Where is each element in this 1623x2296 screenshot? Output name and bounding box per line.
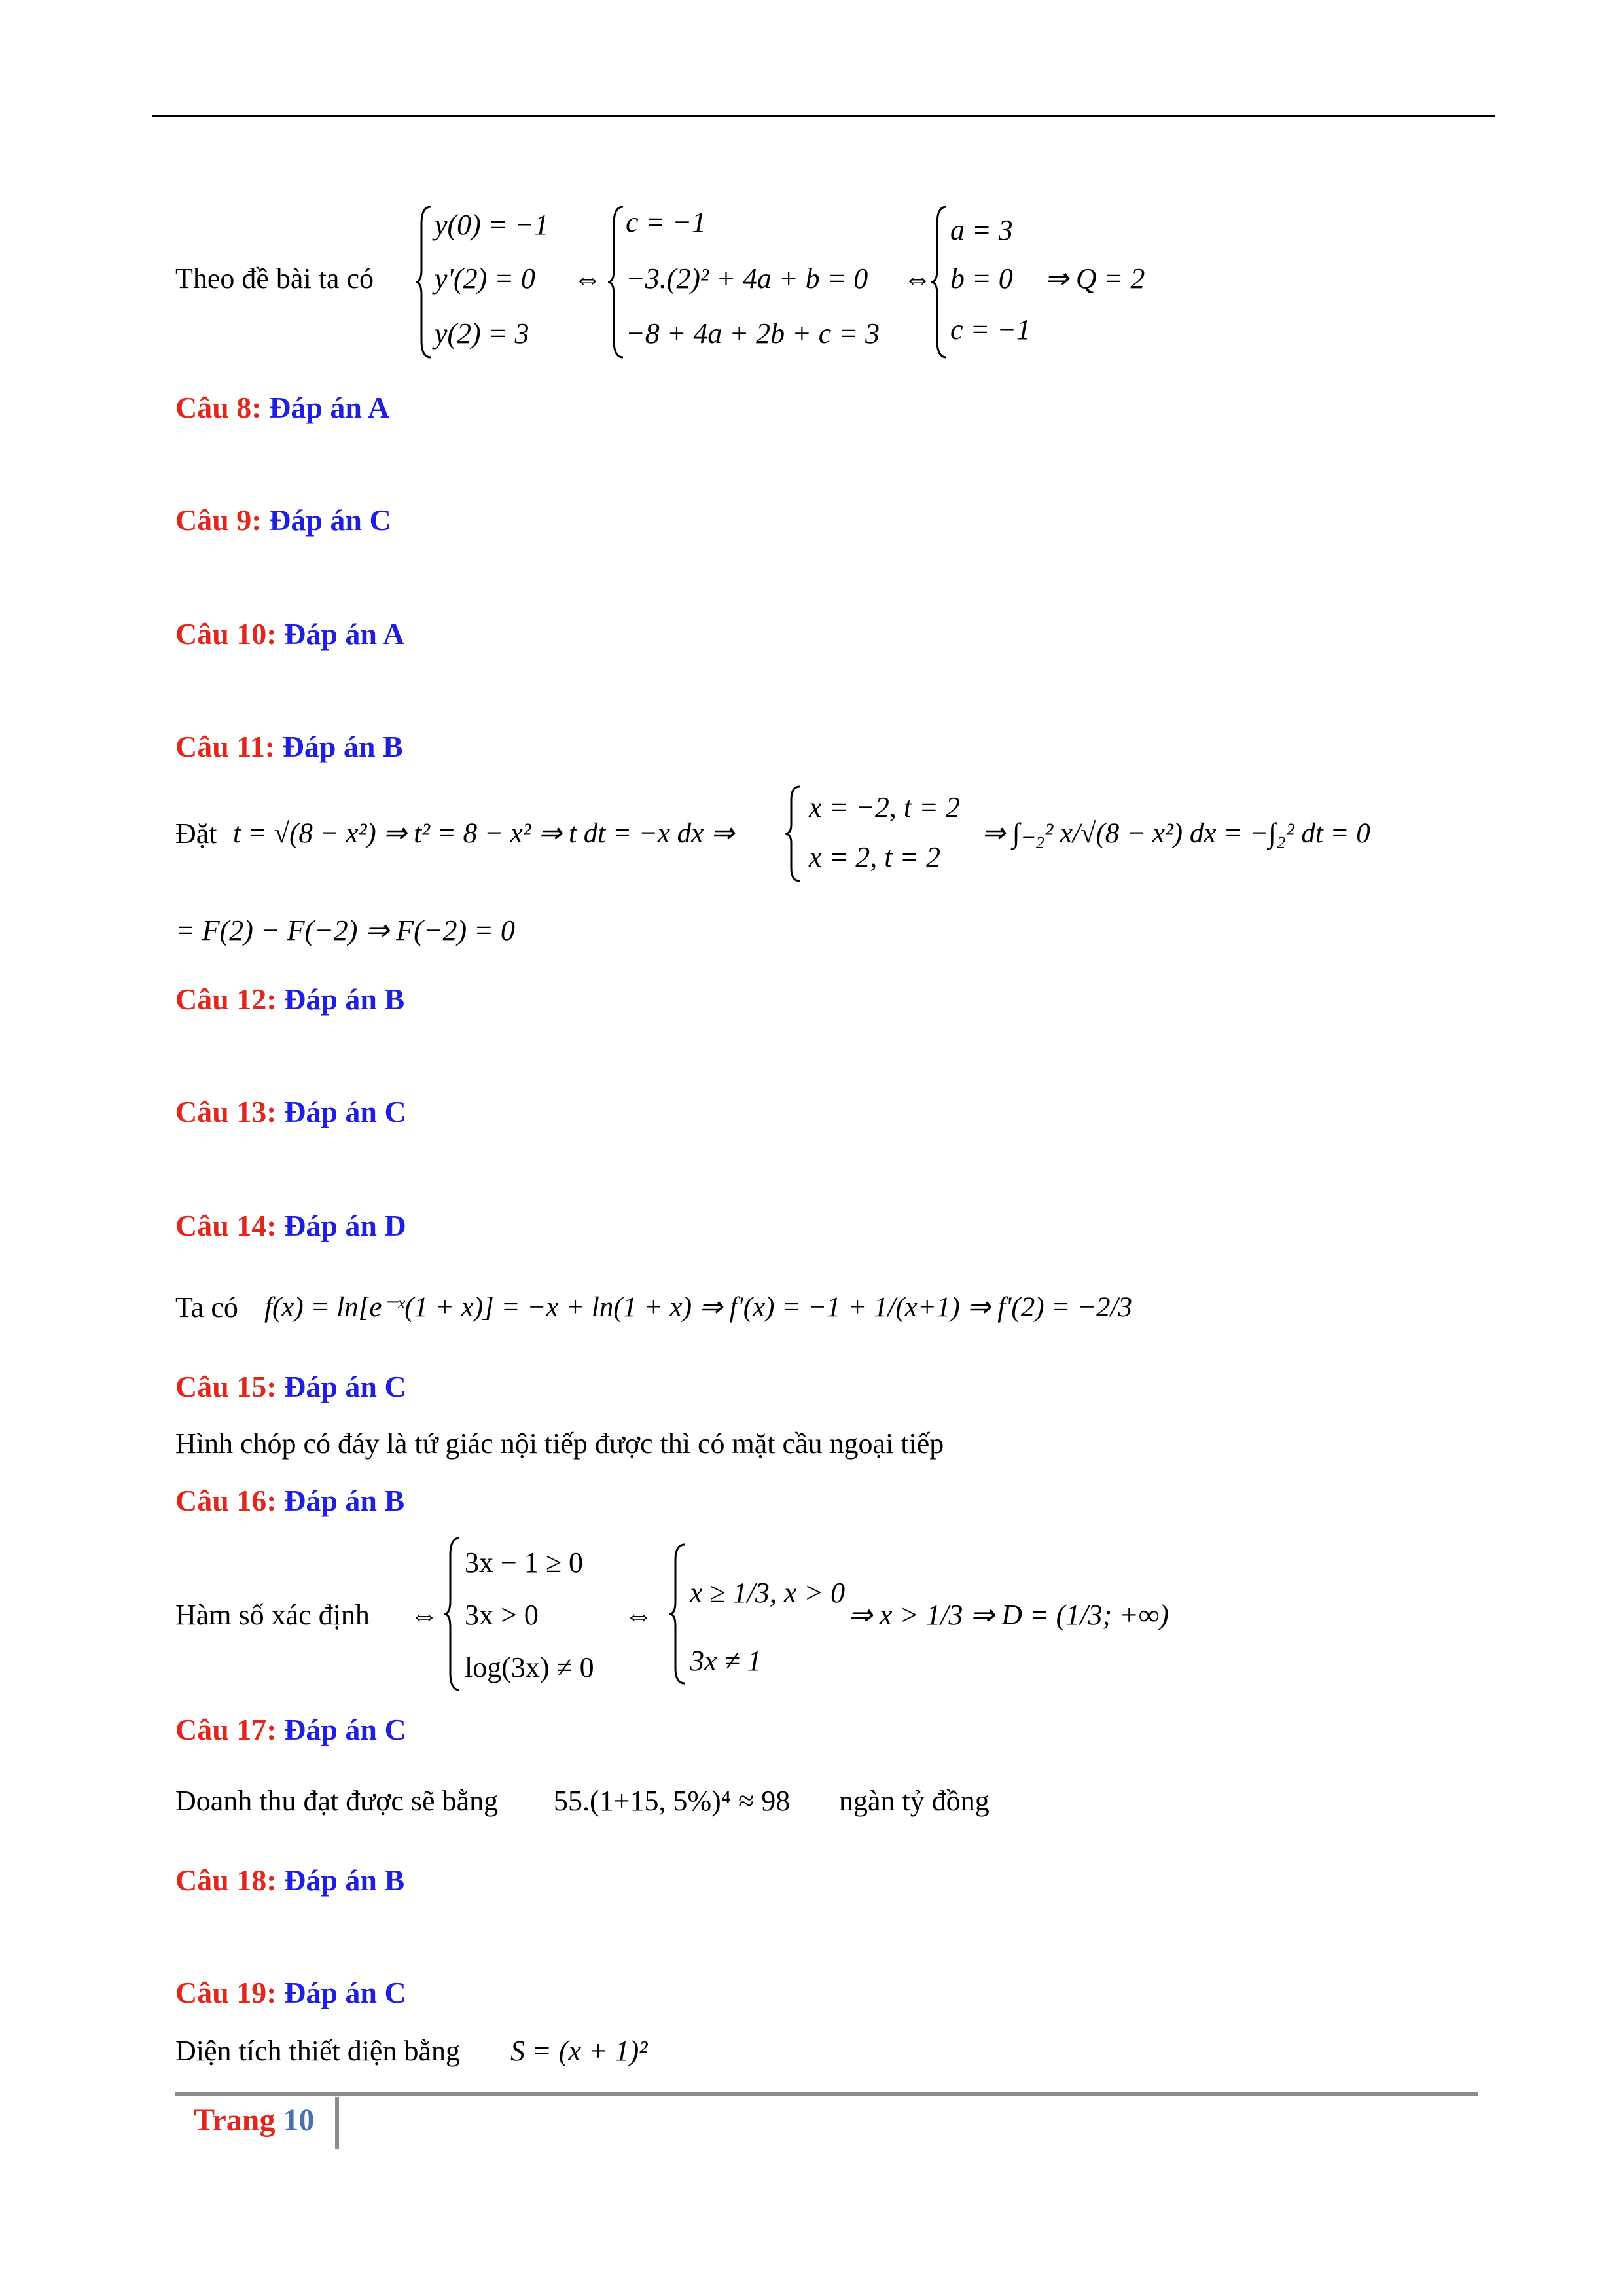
equiv-symbol: ⇔ [410,1599,438,1631]
answer-heading-15: Câu 15: Đáp án C [175,1370,406,1403]
answer-heading-10: Câu 10: Đáp án A [175,617,405,651]
equiv-symbol: ⇔ [903,262,932,295]
q17-unit: ngàn tỷ đồng [839,1785,990,1817]
q16-sys2-line2: 3x ≠ 1 [690,1645,762,1677]
answer-heading-14: Câu 14: Đáp án D [175,1209,406,1242]
q7-result: ⇒ Q = 2 [1044,262,1145,295]
q14-intro: Ta có [175,1291,238,1323]
q17-text: Doanh thu đạt được sẽ bằng [175,1785,499,1817]
brace-icon [414,204,433,360]
q7-sys1-line1: y(0) = −1 [435,209,549,241]
top-rule [152,115,1495,117]
q16-sys1-line2: 3x > 0 [465,1599,539,1631]
q16-intro: Hàm số xác định [175,1599,370,1631]
answer-heading-9: Câu 9: Đáp án C [175,503,391,537]
q11-line2: = F(2) − F(−2) ⇒ F(−2) = 0 [175,914,515,946]
q7-intro: Theo đề bài ta có [175,262,374,295]
q7-sys1-line2: y'(2) = 0 [435,262,535,295]
q19-expr: S = (x + 1)² [510,2035,648,2067]
equiv-symbol: ⇔ [624,1599,653,1631]
q11-sys-line1: x = −2, t = 2 [809,791,960,823]
answer-heading-19: Câu 19: Đáp án C [175,1976,406,2009]
brace-icon [442,1535,462,1693]
q16-sys1-line1: 3x − 1 ≥ 0 [465,1547,583,1579]
brace-icon [606,204,626,360]
q14-expr: f(x) = ln[e⁻ˣ(1 + x)] = −x + ln(1 + x) ⇒ f'(x) = −1 + 1/(x+1) ⇒ f'(2) = −2/3 [264,1292,1133,1323]
q7-sys3-line3: c = −1 [950,314,1031,346]
q7-sys2-line3: −8 + 4a + 2b + c = 3 [626,317,880,350]
q7-sys2-line2: −3.(2)² + 4a + b = 0 [626,262,868,295]
q11-expr: t = √(8 − x²) ⇒ t² = 8 − x² ⇒ t dt = −x dx ⇒ [233,818,734,849]
q19-text: Diện tích thiết diện bằng [175,2035,460,2067]
q16-sys1-line3: log(3x) ≠ 0 [465,1651,594,1683]
q11-intro: Đặt [175,817,217,850]
answer-heading-13: Câu 13: Đáp án C [175,1095,406,1128]
answer-heading-17: Câu 17: Đáp án C [175,1713,406,1746]
q7-sys1-line3: y(2) = 3 [435,317,529,350]
brace-icon [783,784,802,884]
answer-heading-18: Câu 18: Đáp án B [175,1863,405,1897]
q11-integral: ⇒ ∫₋₂² x/√(8 − x²) dx = −∫₂² dt = 0 [982,818,1370,849]
q15-text: Hình chóp có đáy là tứ giác nội tiếp được thì có mặt cầu ngoại tiếp [175,1427,944,1460]
q11-sys-line2: x = 2, t = 2 [809,841,941,873]
equiv-symbol: ⇔ [573,262,602,295]
footer-rule [175,2092,1478,2096]
brace-icon [668,1542,687,1686]
page-number: Trang 10 [194,2103,315,2138]
q7-sys2-line1: c = −1 [626,206,706,238]
footer-divider [335,2097,339,2149]
answer-heading-12: Câu 12: Đáp án B [175,982,405,1016]
q7-sys3-line1: a = 3 [950,214,1013,246]
brace-icon [929,204,949,360]
q7-sys3-line2: b = 0 [950,262,1013,295]
answer-heading-16: Câu 16: Đáp án B [175,1484,405,1517]
answer-heading-11: Câu 11: Đáp án B [175,730,403,763]
q16-sys2-line1: x ≥ 1/3, x > 0 [690,1577,846,1609]
q16-result: ⇒ x > 1/3 ⇒ D = (1/3; +∞) [848,1599,1169,1631]
q17-expr: 55.(1+15, 5%)⁴ ≈ 98 [554,1785,791,1817]
answer-heading-8: Câu 8: Đáp án A [175,391,390,424]
